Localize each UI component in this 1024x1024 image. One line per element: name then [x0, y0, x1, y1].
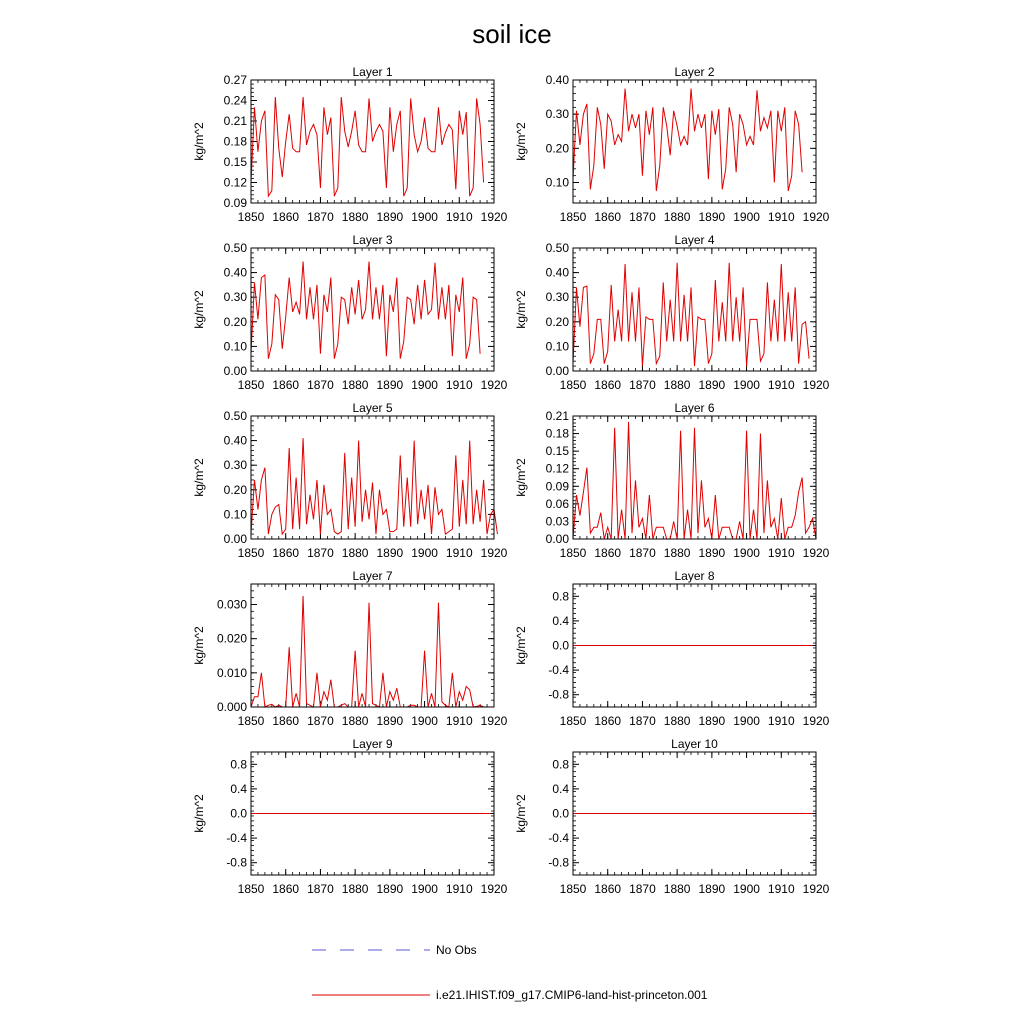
y-tick-label: 0.00: [223, 532, 247, 546]
y-tick-label: 0.8: [552, 589, 569, 604]
x-tick-label: 1900: [411, 714, 438, 728]
y-tick-label: 0.20: [223, 482, 247, 497]
y-tick-label: 0.40: [223, 433, 247, 448]
x-tick-label: 1880: [663, 714, 691, 728]
y-tick-label: -0.8: [548, 687, 569, 702]
x-tick-label: 1890: [698, 378, 726, 392]
x-tick-label: 1880: [341, 546, 369, 560]
x-tick-label: 1910: [767, 546, 795, 560]
x-tick-label: 1870: [307, 546, 334, 560]
y-tick-label: -0.8: [548, 855, 569, 870]
plot-frame: [573, 80, 816, 203]
x-tick-label: 1900: [733, 714, 760, 728]
x-tick-label: 1890: [698, 546, 726, 560]
y-tick-label: -0.4: [548, 663, 569, 678]
y-tick-label: 0.20: [545, 141, 569, 156]
y-tick-label: 0.010: [216, 665, 247, 680]
y-tick-label: 0.4: [552, 781, 569, 796]
x-tick-label: 1870: [629, 882, 656, 896]
y-tick-label: 0.50: [223, 241, 247, 255]
series-line: [573, 263, 809, 366]
x-tick-label: 1910: [445, 882, 473, 896]
x-tick-label: 1910: [445, 378, 473, 392]
y-axis-label: kg/m^2: [514, 626, 528, 665]
y-tick-label: 0.27: [223, 73, 247, 87]
panel-1: [192, 65, 508, 224]
x-tick-label: 1890: [698, 882, 726, 896]
panel-2: [514, 65, 830, 224]
x-tick-label: 1920: [802, 882, 830, 896]
y-tick-label: 0.50: [223, 409, 247, 423]
y-tick-label: -0.8: [226, 855, 247, 870]
x-tick-label: 1850: [559, 546, 587, 560]
x-tick-label: 1870: [307, 882, 334, 896]
y-tick-label: 0.40: [545, 73, 569, 87]
panel-title: Layer 1: [352, 65, 393, 79]
y-tick-label: 0.21: [223, 114, 247, 128]
y-axis-label: kg/m^2: [514, 794, 528, 833]
panels-group: [192, 65, 830, 896]
y-tick-label: 0.18: [545, 426, 569, 441]
panel-5: [192, 401, 508, 560]
y-tick-label: 0.8: [552, 757, 569, 772]
y-tick-label: 0.0: [230, 806, 247, 821]
y-tick-label: 0.30: [545, 107, 569, 122]
y-tick-label: 0.12: [223, 175, 247, 190]
y-tick-label: 0.50: [545, 241, 569, 255]
y-tick-label: -0.4: [548, 831, 569, 846]
x-tick-label: 1920: [802, 378, 830, 392]
y-tick-label: 0.10: [223, 507, 247, 522]
x-tick-label: 1920: [480, 882, 508, 896]
x-tick-label: 1900: [411, 378, 438, 392]
x-tick-label: 1860: [272, 882, 300, 896]
x-tick-label: 1850: [237, 882, 265, 896]
x-tick-label: 1890: [376, 378, 404, 392]
y-tick-label: 0.21: [545, 409, 569, 423]
x-tick-label: 1850: [237, 546, 265, 560]
figure-title: soil ice: [472, 19, 552, 49]
x-tick-label: 1900: [411, 882, 438, 896]
x-tick-label: 1910: [445, 714, 473, 728]
panel-3: [192, 233, 508, 392]
y-tick-label: 0.020: [216, 631, 247, 646]
series-line: [251, 262, 480, 359]
x-tick-label: 1860: [594, 882, 622, 896]
legend: [312, 943, 708, 1002]
x-tick-label: 1890: [376, 210, 404, 224]
panel-9: [192, 737, 508, 896]
y-tick-label: 0.18: [223, 134, 247, 149]
x-tick-label: 1880: [341, 714, 369, 728]
panel-8: [514, 569, 830, 728]
panel-title: Layer 5: [352, 401, 393, 415]
x-tick-label: 1850: [559, 378, 587, 392]
x-tick-label: 1890: [698, 714, 726, 728]
y-tick-label: 0.30: [223, 290, 247, 305]
y-tick-label: 0.40: [545, 265, 569, 280]
y-axis-label: kg/m^2: [514, 458, 528, 497]
y-tick-label: 0.15: [223, 155, 247, 169]
series-line: [251, 596, 484, 707]
y-tick-label: 0.20: [223, 314, 247, 329]
x-tick-label: 1880: [663, 882, 691, 896]
y-tick-label: 0.40: [223, 265, 247, 280]
y-tick-label: 0.30: [223, 458, 247, 473]
x-tick-label: 1860: [272, 714, 300, 728]
y-tick-label: 0.12: [545, 461, 569, 476]
x-tick-label: 1860: [594, 378, 622, 392]
x-tick-label: 1860: [594, 210, 622, 224]
legend-obs-label: No Obs: [436, 943, 477, 957]
panel-title: Layer 7: [352, 569, 393, 583]
panel-title: Layer 3: [352, 233, 393, 247]
y-tick-label: 0.10: [545, 339, 569, 354]
y-tick-label: 0.0: [552, 638, 569, 653]
x-tick-label: 1920: [480, 210, 508, 224]
x-tick-label: 1880: [663, 546, 691, 560]
y-tick-label: 0.20: [545, 314, 569, 329]
y-axis-label: kg/m^2: [514, 290, 528, 329]
y-tick-label: 0.09: [223, 196, 247, 210]
x-tick-label: 1870: [307, 378, 334, 392]
x-tick-label: 1850: [237, 714, 265, 728]
x-tick-label: 1880: [341, 378, 369, 392]
x-tick-label: 1860: [272, 546, 300, 560]
x-tick-label: 1860: [272, 378, 300, 392]
panel-title: Layer 10: [671, 737, 718, 751]
y-axis-label: kg/m^2: [192, 458, 206, 497]
y-tick-label: 0.8: [230, 757, 247, 772]
x-tick-label: 1890: [376, 714, 404, 728]
x-tick-label: 1920: [480, 546, 508, 560]
x-tick-label: 1890: [698, 210, 726, 224]
series-line: [573, 89, 802, 191]
x-tick-label: 1920: [802, 714, 830, 728]
x-tick-label: 1900: [733, 210, 760, 224]
x-tick-label: 1890: [376, 546, 404, 560]
x-tick-label: 1910: [767, 882, 795, 896]
x-tick-label: 1910: [767, 714, 795, 728]
y-tick-label: 0.15: [545, 444, 569, 459]
y-tick-label: 0.4: [230, 781, 247, 796]
x-tick-label: 1920: [802, 546, 830, 560]
x-tick-label: 1900: [733, 546, 760, 560]
panel-4: [514, 233, 830, 392]
panel-title: Layer 6: [674, 401, 715, 415]
y-tick-label: 0.06: [545, 496, 569, 511]
x-tick-label: 1870: [307, 210, 334, 224]
x-tick-label: 1850: [237, 378, 265, 392]
x-tick-label: 1920: [802, 210, 830, 224]
x-tick-label: 1870: [629, 378, 656, 392]
x-tick-label: 1870: [629, 714, 656, 728]
x-tick-label: 1920: [480, 714, 508, 728]
panel-title: Layer 2: [674, 65, 715, 79]
x-tick-label: 1870: [629, 546, 656, 560]
y-tick-label: 0.24: [223, 93, 247, 108]
y-axis-label: kg/m^2: [192, 290, 206, 329]
panel-title: Layer 4: [674, 233, 715, 247]
y-tick-label: 0.00: [223, 364, 247, 378]
x-tick-label: 1850: [237, 210, 265, 224]
plot-frame: [251, 584, 494, 707]
x-tick-label: 1860: [594, 546, 622, 560]
y-tick-label: 0.30: [545, 290, 569, 305]
x-tick-label: 1910: [767, 210, 795, 224]
panel-title: Layer 9: [352, 737, 393, 751]
x-tick-label: 1920: [480, 378, 508, 392]
x-tick-label: 1880: [341, 210, 369, 224]
panel-7: [192, 569, 508, 728]
x-tick-label: 1890: [376, 882, 404, 896]
y-tick-label: 0.000: [216, 700, 247, 714]
x-tick-label: 1900: [411, 546, 438, 560]
x-tick-label: 1900: [411, 210, 438, 224]
y-axis-label: kg/m^2: [192, 626, 206, 665]
panel-6: [514, 401, 830, 560]
y-tick-label: 0.09: [545, 479, 569, 494]
y-tick-label: 0.00: [545, 532, 569, 546]
y-tick-label: 0.00: [545, 364, 569, 378]
y-tick-label: 0.10: [223, 339, 247, 354]
y-tick-label: 0.03: [545, 514, 569, 529]
x-tick-label: 1860: [594, 714, 622, 728]
plot-frame: [251, 248, 494, 371]
series-line: [251, 97, 484, 196]
y-axis-label: kg/m^2: [192, 794, 206, 833]
x-tick-label: 1880: [663, 210, 691, 224]
x-tick-label: 1850: [559, 210, 587, 224]
y-tick-label: 0.0: [552, 806, 569, 821]
x-tick-label: 1910: [767, 378, 795, 392]
x-tick-label: 1910: [445, 210, 473, 224]
y-tick-label: 0.4: [552, 613, 569, 628]
y-tick-label: -0.4: [226, 831, 247, 846]
x-tick-label: 1900: [733, 882, 760, 896]
series-line: [251, 438, 497, 534]
x-tick-label: 1870: [629, 210, 656, 224]
x-tick-label: 1860: [272, 210, 300, 224]
x-tick-label: 1850: [559, 882, 587, 896]
y-tick-label: 0.030: [216, 597, 247, 612]
series-line: [573, 422, 816, 539]
panel-10: [514, 737, 830, 896]
y-axis-label: kg/m^2: [192, 122, 206, 161]
y-tick-label: 0.10: [545, 175, 569, 190]
x-tick-label: 1880: [663, 378, 691, 392]
legend-series-label: i.e21.IHIST.f09_g17.CMIP6-land-hist-princeton.001: [436, 988, 708, 1002]
x-tick-label: 1900: [733, 378, 760, 392]
panel-title: Layer 8: [674, 569, 715, 583]
x-tick-label: 1850: [559, 714, 587, 728]
x-tick-label: 1870: [307, 714, 334, 728]
y-axis-label: kg/m^2: [514, 122, 528, 161]
x-tick-label: 1880: [341, 882, 369, 896]
x-tick-label: 1910: [445, 546, 473, 560]
